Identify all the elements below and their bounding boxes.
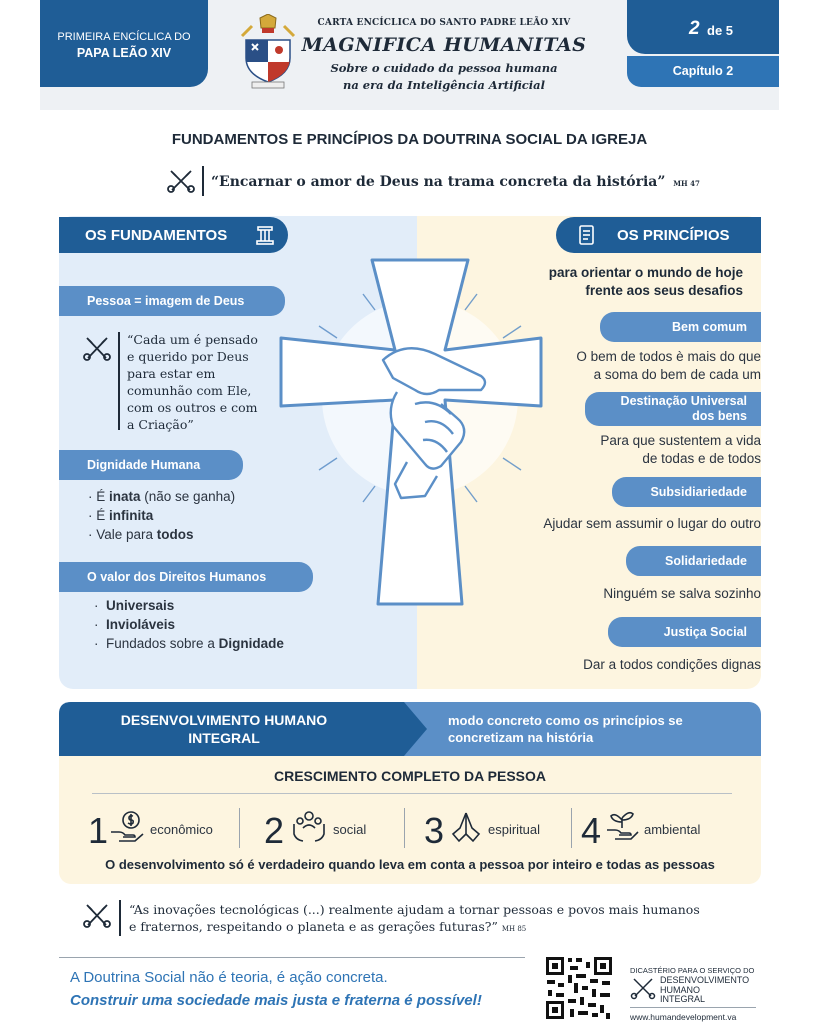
dimension-label: espiritual bbox=[488, 822, 541, 837]
qr-code-icon[interactable] bbox=[544, 955, 614, 1021]
principle-desc-line: a soma do bem de cada um bbox=[593, 367, 761, 382]
dicastery-logo-icon bbox=[630, 976, 656, 1000]
dignidade-label: Dignidade Humana bbox=[59, 450, 243, 480]
item-post: (não se ganha) bbox=[140, 489, 236, 504]
section-title: FUNDAMENTOS E PRINCÍPIOS DA DOUTRINA SOCIAL DA IGREJA bbox=[171, 131, 648, 148]
praying-hands-icon bbox=[449, 810, 483, 844]
principle-bem-comum-label: Bem comum bbox=[600, 312, 761, 342]
pessoa-quote bbox=[127, 331, 258, 433]
desenvolvimento-title-line: INTEGRAL bbox=[188, 730, 260, 746]
desenvolvimento-desc bbox=[448, 712, 683, 746]
item-bold: Universais bbox=[106, 598, 175, 613]
item-bold: Dignidade bbox=[218, 636, 284, 651]
dicastery-name bbox=[660, 976, 749, 1005]
item-bold: todos bbox=[156, 527, 194, 542]
principle-bem-comum-desc bbox=[576, 348, 761, 384]
footer-rule bbox=[59, 957, 525, 958]
dignidade-item: · Vale para todos bbox=[88, 527, 194, 542]
header-subtitle1: Sobre o cuidado da pessoa humana bbox=[330, 61, 558, 75]
papal-coat-of-arms-icon bbox=[238, 14, 298, 90]
crescimento-divider bbox=[92, 793, 732, 794]
pessoa-quote-line: a Criação” bbox=[127, 417, 194, 432]
principle-desc-line: de todas e de todos bbox=[642, 451, 761, 466]
header-subtitle2: na era da Inteligência Artificial bbox=[342, 78, 545, 92]
header-page-box bbox=[627, 0, 779, 87]
direitos-item: · Invioláveis bbox=[94, 617, 176, 632]
quote-top-body: “Encarnar o amor de Deus na trama concreta da história” bbox=[211, 174, 666, 190]
principle-label-line: Destinação Universal bbox=[620, 394, 747, 408]
pessoa-label: Pessoa = imagem de Deus bbox=[59, 286, 285, 316]
bottom-quote-line1: “As inovações tecnológicas (...) realmente ajudam a tornar pessoas e povos mais humanos bbox=[129, 902, 700, 917]
direitos-label: O valor dos Direitos Humanos bbox=[59, 562, 313, 592]
money-hand-icon bbox=[109, 810, 145, 844]
dicastery-line3: HUMANO bbox=[660, 984, 700, 995]
dimension-number: 4 bbox=[581, 810, 602, 851]
quote-divider bbox=[202, 166, 204, 196]
bottom-quote-ref: MH 85 bbox=[501, 925, 527, 933]
direitos-item: · Universais bbox=[94, 598, 175, 613]
page-of: de 5 bbox=[707, 23, 734, 38]
plant-hand-icon bbox=[605, 808, 639, 844]
header-left-badge bbox=[40, 0, 208, 87]
item-pre: Vale para bbox=[96, 527, 157, 542]
header-title: MAGNIFICA HUMANITAS bbox=[301, 34, 587, 56]
direitos-item: · Fundados sobre a Dignidade bbox=[94, 636, 284, 651]
column-icon bbox=[256, 225, 274, 245]
principios-header bbox=[556, 217, 761, 253]
item-bold: Invioláveis bbox=[106, 617, 176, 632]
fundamentos-header bbox=[59, 217, 288, 253]
crescimento-heading: CRESCIMENTO COMPLETO DA PESSOA bbox=[274, 768, 546, 784]
dimension-separator bbox=[404, 808, 405, 848]
document-icon bbox=[578, 224, 596, 246]
fundamentos-title: OS FUNDAMENTOS bbox=[85, 227, 228, 244]
footer-line2: Construir uma sociedade mais justa e fraterna é possível! bbox=[70, 992, 482, 1009]
principle-solidariedade-desc: Ninguém se salva sozinho bbox=[603, 586, 761, 601]
desenvolvimento-desc-line: modo concreto como os princípios se bbox=[448, 713, 683, 728]
dicastery-line2: DESENVOLVIMENTO bbox=[660, 975, 750, 985]
bottom-quote-line2-wrap bbox=[129, 918, 700, 938]
principios-intro-line: para orientar o mundo de hoje bbox=[548, 265, 743, 280]
principle-desc-line: O bem de todos è mais do que bbox=[576, 349, 761, 364]
principios-title: OS PRINCÍPIOS bbox=[617, 227, 730, 244]
desenvolvimento-conclusion: O desenvolvimento só é verdadeiro quando leva em conta a pessoa por inteiro e todas as pessoas bbox=[105, 857, 715, 872]
quote-top-ref: MH 47 bbox=[673, 179, 700, 188]
pessoa-quote-line: e querido por Deus bbox=[127, 349, 249, 364]
page-indicator bbox=[627, 0, 779, 54]
quote-top-text bbox=[211, 174, 700, 190]
desenvolvimento-title bbox=[59, 711, 389, 747]
crossed-keys-icon bbox=[166, 168, 196, 194]
dimension-number: 2 bbox=[264, 810, 285, 851]
crossed-keys-icon bbox=[82, 902, 112, 930]
desenvolvimento-desc-line: concretizam na história bbox=[448, 730, 594, 745]
dicastery-line1: DICASTÉRIO PARA O SERVIÇO DO bbox=[630, 966, 755, 975]
people-hands-icon bbox=[291, 808, 327, 844]
principle-justica-social-desc: Dar a todos condições dignas bbox=[583, 657, 761, 672]
dignidade-item: · É infinita bbox=[88, 508, 154, 523]
principle-desc-line: Para que sustentem a vida bbox=[600, 433, 761, 448]
bottom-quote-line2: e fraternos, respeitando o planeta e as gerações futuras?” bbox=[129, 919, 498, 934]
pessoa-quote-line: para estar em bbox=[127, 366, 216, 381]
principle-justica-social-label: Justiça Social bbox=[608, 617, 761, 647]
dimension-label: ambiental bbox=[644, 822, 701, 837]
page-current: 2 bbox=[689, 18, 700, 39]
dimension-label: social bbox=[333, 822, 367, 837]
pessoa-quote-line: “Cada um é pensado bbox=[127, 332, 258, 347]
bottom-quote-divider bbox=[119, 900, 121, 936]
dicastery-line4: INTEGRAL bbox=[660, 994, 706, 1004]
principios-intro bbox=[549, 264, 743, 300]
dimension-number: 1 bbox=[88, 810, 109, 851]
crossed-keys-icon bbox=[82, 335, 112, 363]
pessoa-quote-divider bbox=[118, 332, 120, 430]
cross-hands-illustration bbox=[275, 258, 565, 646]
principle-destinacao-desc bbox=[600, 432, 761, 468]
dimension-separator bbox=[239, 808, 240, 848]
principle-label-line: dos bens bbox=[692, 409, 747, 423]
dimension-number: 3 bbox=[424, 810, 445, 851]
header-left-line1: PRIMEIRA ENCÍCLICA DO bbox=[57, 31, 191, 43]
principle-subsidiariedade-desc: Ajudar sem assumir o lugar do outro bbox=[543, 516, 761, 531]
principle-destinacao-label bbox=[585, 392, 761, 426]
item-bold: inata bbox=[109, 489, 141, 504]
desenvolvimento-title-line: DESENVOLVIMENTO HUMANO bbox=[120, 712, 328, 728]
footer-line1: A Doutrina Social não é teoria, é ação concreta. bbox=[70, 969, 388, 986]
header-doc-type: CARTA ENCÍCLICA DO SANTO PADRE LEÃO XIV bbox=[317, 18, 571, 28]
header-left-line2: PAPA LEÃO XIV bbox=[76, 46, 172, 60]
item-pre: É bbox=[96, 489, 110, 504]
item-pre: Fundados sobre a bbox=[106, 636, 219, 651]
pessoa-quote-line: com os outros e com bbox=[127, 400, 258, 415]
item-bold: infinita bbox=[109, 508, 154, 523]
bottom-quote bbox=[129, 901, 700, 938]
pessoa-quote-line: comunhão com Ele, bbox=[127, 383, 252, 398]
chapter-label: Capítulo 2 bbox=[627, 56, 779, 87]
principle-solidariedade-label: Solidariedade bbox=[626, 546, 761, 576]
dimension-label: econômico bbox=[150, 822, 213, 837]
principle-subsidiariedade-label: Subsidiariedade bbox=[612, 477, 761, 507]
item-pre: É bbox=[96, 508, 110, 523]
dignidade-item: · É inata (não se ganha) bbox=[88, 489, 236, 504]
dimension-separator bbox=[571, 808, 572, 848]
footer-url[interactable]: www.humandevelopment.va bbox=[630, 1012, 737, 1022]
dicastery-rule bbox=[630, 1007, 756, 1008]
principios-intro-line: frente aos seus desafios bbox=[585, 283, 743, 298]
